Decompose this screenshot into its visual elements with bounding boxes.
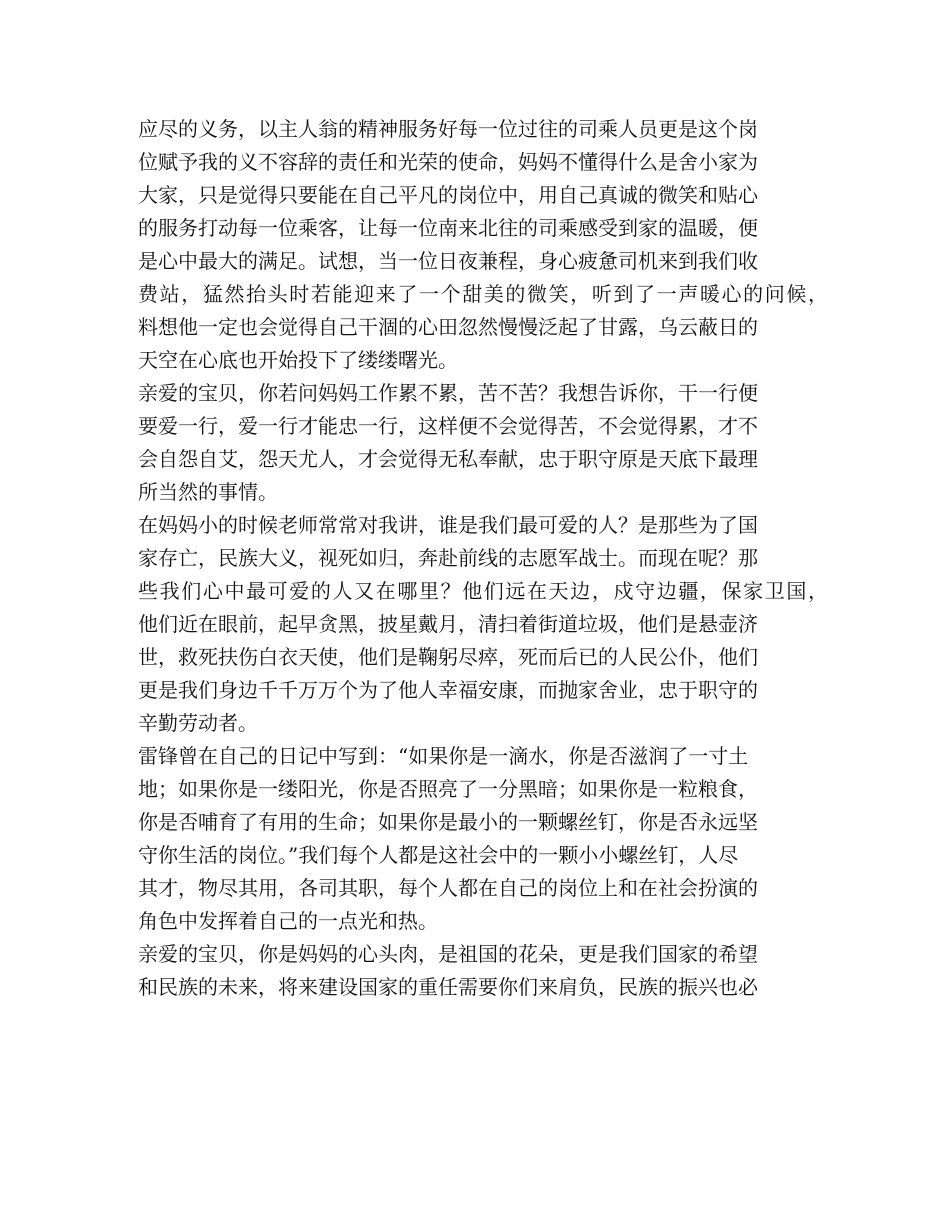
text-line: 天空在心底也开始投下了缕缕曙光。	[138, 348, 458, 372]
text-line: 费站，猛然抬头时若能迎来了一个甜美的微笑，听到了一声暖心的问候，	[138, 282, 830, 306]
text-line: 更是我们身边千千万万个为了他人幸福安康，而抛家舍业，忠于职守的	[138, 678, 758, 702]
paragraph	[138, 377, 828, 509]
document-body	[138, 113, 828, 1004]
text-line: 世，救死扶伤白衣天使，他们是鞠躬尽瘁，死而后已的人民公仆，他们	[138, 645, 758, 669]
text-line: 应尽的义务，以主人翁的精神服务好每一位过往的司乘人员更是这个岗	[138, 117, 758, 141]
text-line: 守你生活的岗位。”我们每个人都是这社会中的一颗小小螺丝钉，人尽	[138, 843, 739, 867]
text-line: 亲爱的宝贝，你是妈妈的心头肉，是祖国的花朵，更是我们国家的希望	[138, 942, 758, 966]
text-line: 雷锋曾在自己的日记中写到：“如果你是一滴水，你是否滋润了一寸土	[138, 744, 749, 768]
text-line: 的服务打动每一位乘客，让每一位南来北往的司乘感受到家的温暖，便	[138, 216, 758, 240]
text-line: 位赋予我的义不容辞的责任和光荣的使命，妈妈不懂得什么是舍小家为	[138, 150, 758, 174]
text-line: 角色中发挥着自己的一点光和热。	[138, 909, 438, 933]
text-line: 和民族的未来，将来建设国家的重任需要你们来肩负，民族的振兴也必	[138, 975, 758, 999]
paragraph	[138, 113, 828, 377]
text-line: 在妈妈小的时候老师常常对我讲，谁是我们最可爱的人？是那些为了国	[138, 513, 758, 537]
text-line: 家存亡，民族大义，视死如归，奔赴前线的志愿军战士。而现在呢？那	[138, 546, 758, 570]
text-line: 些我们心中最可爱的人又在哪里？他们远在天边，戍守边疆，保家卫国，	[138, 579, 830, 603]
text-line: 所当然的事情。	[138, 480, 278, 504]
text-line: 他们近在眼前，起早贪黑，披星戴月，清扫着街道垃圾，他们是悬壶济	[138, 612, 758, 636]
paragraph	[138, 509, 828, 740]
paragraph	[138, 938, 828, 1004]
paragraph	[138, 740, 828, 938]
text-line: 其才，物尽其用，各司其职，每个人都在自己的岗位上和在社会扮演的	[138, 876, 758, 900]
text-line: 要爱一行，爱一行才能忠一行，这样便不会觉得苦，不会觉得累，才不	[138, 414, 758, 438]
text-line: 你是否哺育了有用的生命；如果你是最小的一颗螺丝钉，你是否永远坚	[138, 810, 758, 834]
text-line: 大家，只是觉得只要能在自己平凡的岗位中，用自己真诚的微笑和贴心	[138, 183, 758, 207]
text-line: 料想他一定也会觉得自己干涸的心田忽然慢慢泛起了甘露，乌云蔽日的	[138, 315, 758, 339]
text-line: 地；如果你是一缕阳光，你是否照亮了一分黑暗；如果你是一粒粮食，	[138, 777, 758, 801]
text-line: 亲爱的宝贝，你若问妈妈工作累不累，苦不苦？我想告诉你，干一行便	[138, 381, 758, 405]
text-line: 辛勤劳动者。	[138, 711, 258, 735]
text-line: 会自怨自艾，怨天尤人，才会觉得无私奉献，忠于职守原是天底下最理	[138, 447, 758, 471]
text-line: 是心中最大的满足。试想，当一位日夜兼程，身心疲惫司机来到我们收	[138, 249, 758, 273]
